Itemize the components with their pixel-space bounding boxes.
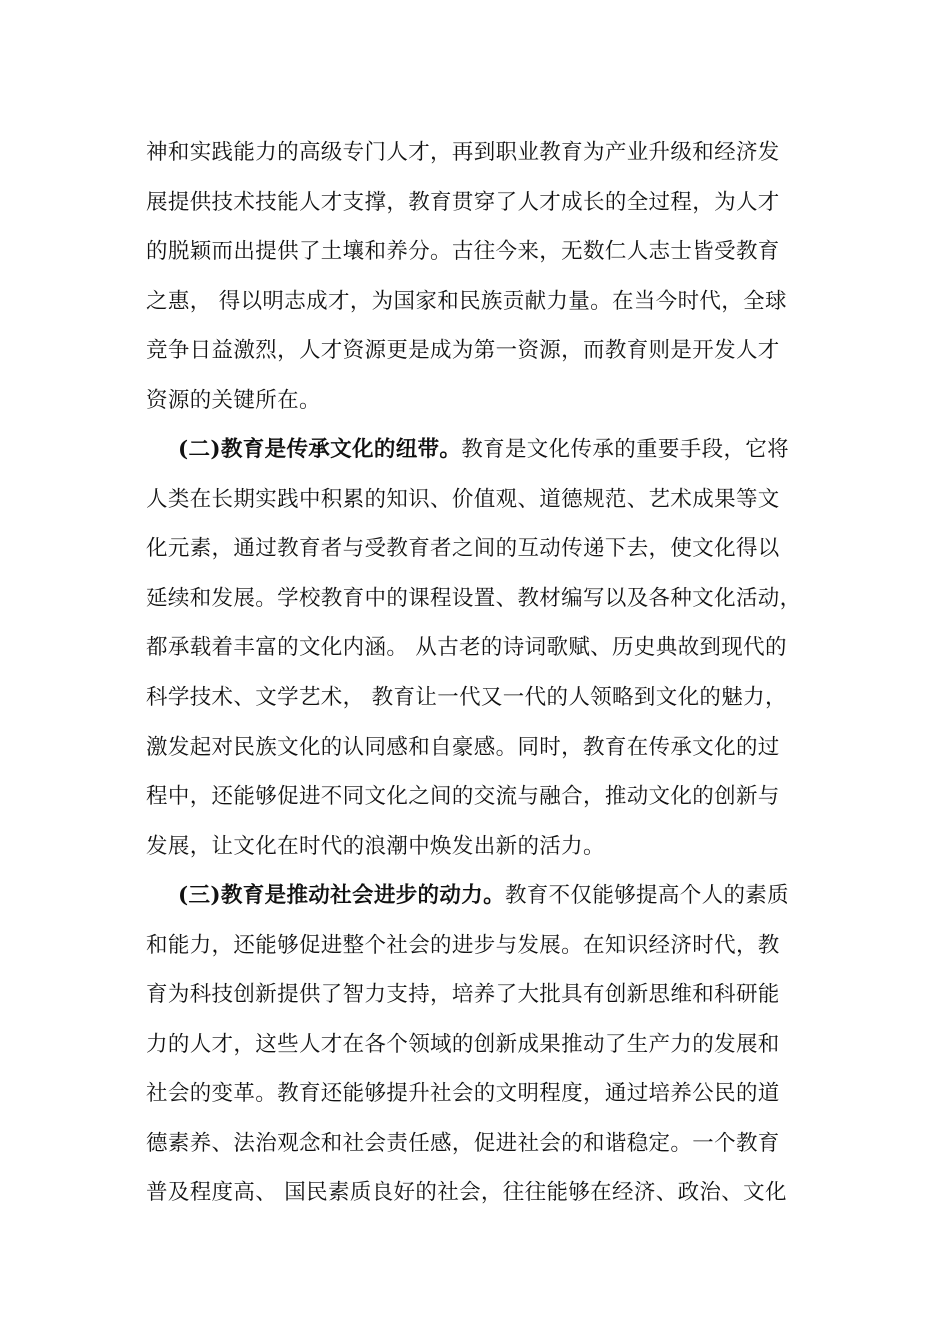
body-line: 普及程度高、 国民素质良好的社会，往往能够在经济、政治、文化 [146, 1180, 787, 1206]
body-line: 竞争日益激烈，人才资源更是成为第一资源，而教育则是开发人才 [146, 338, 780, 364]
section-paragraph-start [146, 871, 812, 921]
body-line: 力的人才，这些人才在各个领域的创新成果推动了生产力的发展和 [146, 1031, 780, 1057]
body-line: 激发起对民族文化的认同感和自豪感。同时，教育在传承文化的过 [146, 734, 780, 760]
body-line: 程中，还能够促进不同文化之间的交流与融合，推动文化的创新与 [146, 784, 780, 810]
body-line: 之惠， 得以明志成才，为国家和民族贡献力量。在当今时代，全球 [146, 288, 787, 314]
body-line: 展提供技术技能人才支撑，教育贯穿了人才成长的全过程，为人才 [146, 189, 780, 215]
document-body [146, 128, 812, 1218]
body-text: 教育不仅能够提高个人的素质 [504, 883, 790, 909]
body-line: 化元素，通过教育者与受教育者之间的互动传递下去，使文化得以 [146, 536, 780, 562]
body-line: 育为科技创新提供了智力支持，培养了大批具有创新思维和科研能 [146, 982, 780, 1008]
body-line: 的脱颖而出提供了土壤和养分。古往今来，无数仁人志士皆受教育 [146, 239, 780, 265]
body-line: 人类在长期实践中积累的知识、价值观、道德规范、艺术成果等文 [146, 486, 780, 512]
section-paragraph-start [146, 425, 812, 475]
body-line: 延续和发展。学校教育中的课程设置、教材编写以及各种文化活动， [146, 585, 802, 611]
body-line: 社会的变革。教育还能够提升社会的文明程度，通过培养公民的道 [146, 1081, 780, 1107]
body-line: 发展，让文化在时代的浪潮中焕发出新的活力。 [146, 833, 605, 859]
body-line: 和能力，还能够促进整个社会的进步与发展。在知识经济时代，教 [146, 932, 780, 958]
body-line: 科学技术、文学艺术， 教育让一代又一代的人领略到文化的魅力， [146, 685, 787, 711]
body-line: 德素养、法治观念和社会责任感，促进社会的和谐稳定。一个教育 [146, 1130, 780, 1156]
body-line: 资源的关键所在。 [146, 387, 321, 413]
section-heading: (二)教育是传承文化的纽带。 [178, 437, 462, 463]
body-line: 都承载着丰富的文化内涵。 从古老的诗词歌赋、历史典故到现代的 [146, 635, 787, 661]
body-line: 神和实践能力的高级专门人才，再到职业教育为产业升级和经济发 [146, 140, 780, 165]
section-heading: (三)教育是推动社会进步的动力。 [178, 883, 505, 909]
body-text: 教育是文化传承的重要手段，它将 [461, 437, 790, 463]
